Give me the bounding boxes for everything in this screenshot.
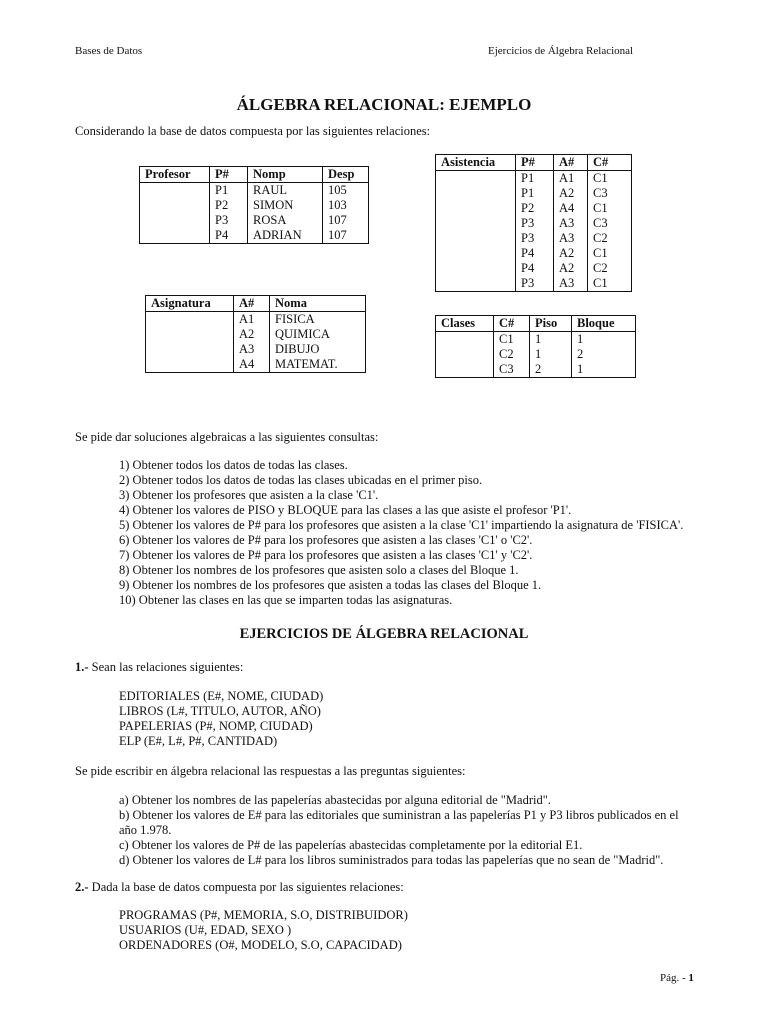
- asignatura-cell: FISICA: [270, 312, 366, 328]
- table-row: [436, 171, 632, 187]
- list-item: 9) Obtener los nombres de los profesores que asisten a todas las clases del Bloque 1.: [119, 578, 542, 592]
- list-item: c) Obtener los valores de P# de las papelerías abastecidas completamente por la editorial E1.: [119, 838, 583, 852]
- table-row: [436, 231, 632, 246]
- profesor-cell: 107: [323, 228, 369, 244]
- asistencia-cell: A3: [554, 231, 588, 246]
- list-item: ELP (E#, L#, P#, CANTIDAD): [119, 734, 278, 748]
- clases-cell: 1: [530, 332, 572, 348]
- table-row: [436, 186, 632, 201]
- asistencia-cell: P3: [516, 216, 554, 231]
- table-row: [436, 201, 632, 216]
- asistencia-cell: C3: [588, 186, 632, 201]
- profesor-cell: SIMON: [248, 198, 323, 213]
- asistencia-cell: [436, 186, 516, 201]
- asistencia-cell: C2: [588, 231, 632, 246]
- asignatura-cell: QUIMICA: [270, 327, 366, 342]
- list-item: ORDENADORES (O#, MODELO, S.O, CAPACIDAD): [119, 938, 402, 952]
- asignatura-header-cell: A#: [234, 296, 270, 312]
- asistencia-cell: [436, 171, 516, 187]
- profesor-cell: [140, 183, 210, 199]
- clases-cell: 1: [530, 347, 572, 362]
- consultas-intro: Se pide dar soluciones algebraicas a las siguientes consultas:: [75, 430, 379, 444]
- asignatura-header-cell: Asignatura: [146, 296, 234, 312]
- list-item: 8) Obtener los nombres de los profesores que asisten solo a clases del Bloque 1.: [119, 563, 519, 577]
- asistencia-cell: P4: [516, 261, 554, 276]
- asistencia-cell: P1: [516, 171, 554, 187]
- intro-text: Considerando la base de datos compuesta por las siguientes relaciones:: [75, 124, 431, 138]
- clases-cell: 1: [572, 332, 636, 348]
- asignatura-cell: A4: [234, 357, 270, 373]
- asistencia-cell: [436, 201, 516, 216]
- clases-header-cell: Bloque: [572, 316, 636, 332]
- ex2-intro: [75, 880, 404, 895]
- list-item: EDITORIALES (E#, NOME, CIUDAD): [119, 689, 324, 703]
- asistencia-cell: C1: [588, 276, 632, 292]
- list-item: b) Obtener los valores de E# para las editoriales que suministran a las papelerías P1 y P3 libros publicados en el: [119, 808, 679, 822]
- asistencia-header-cell: C#: [588, 155, 632, 171]
- asignatura-cell: A3: [234, 342, 270, 357]
- table-row: [436, 276, 632, 292]
- asignatura-cell: A1: [234, 312, 270, 328]
- list-item: LIBROS (L#, TITULO, AUTOR, AÑO): [119, 704, 321, 718]
- profesor-header-cell: Profesor: [140, 167, 210, 183]
- page-number: [660, 972, 694, 984]
- table-row: [140, 213, 369, 228]
- list-item: 7) Obtener los valores de P# para los profesores que asisten a las clases 'C1' y 'C2'.: [119, 548, 533, 562]
- asistencia-header-cell: Asistencia: [436, 155, 516, 171]
- table-row: [436, 347, 636, 362]
- profesor-cell: 103: [323, 198, 369, 213]
- asistencia-cell: C1: [588, 201, 632, 216]
- asistencia-cell: A1: [554, 171, 588, 187]
- ex2-relations: [119, 908, 408, 953]
- list-item: PAPELERIAS (P#, NOMP, CIUDAD): [119, 719, 313, 733]
- list-item: d) Obtener los valores de L# para los libros suministrados para todas las papelerías que no sean de "Madrid".: [119, 853, 664, 867]
- consultas-list: [119, 458, 683, 608]
- asistencia-cell: [436, 276, 516, 292]
- list-item: 5) Obtener los valores de P# para los profesores que asisten a la clase 'C1' impartiendo la asignatura de 'FISICA'.: [119, 518, 684, 532]
- profesor-cell: 105: [323, 183, 369, 199]
- list-item: 2) Obtener todos los datos de todas las clases ubicadas en el primer piso.: [119, 473, 483, 487]
- profesor-cell: P3: [210, 213, 248, 228]
- profesor-cell: [140, 213, 210, 228]
- profesor-header-cell: P#: [210, 167, 248, 183]
- page-title: ÁLGEBRA RELACIONAL: EJEMPLO: [236, 95, 532, 114]
- table-row: [146, 357, 366, 373]
- asistencia-cell: A2: [554, 246, 588, 261]
- asistencia-header-cell: A#: [554, 155, 588, 171]
- asignatura-header-cell: Noma: [270, 296, 366, 312]
- profesor-table: [139, 166, 369, 244]
- table-row: [140, 228, 369, 244]
- asistencia-cell: C1: [588, 246, 632, 261]
- list-item: 10) Obtener las clases en las que se imparten todas las asignaturas.: [119, 593, 453, 607]
- section2-title: EJERCICIOS DE ÁLGEBRA RELACIONAL: [239, 626, 529, 642]
- clases-header-cell: Piso: [530, 316, 572, 332]
- list-item: a) Obtener los nombres de las papelerías abastecidas por alguna editorial de "Madrid".: [119, 793, 551, 807]
- ex1-intro-text: Sean las relaciones siguientes:: [88, 660, 244, 674]
- asignatura-cell: A2: [234, 327, 270, 342]
- list-item: 6) Obtener los valores de P# para los profesores que asisten a las clases 'C1' o 'C2'.: [119, 533, 533, 547]
- ex1-questions: [119, 793, 679, 868]
- list-item: 4) Obtener los valores de PISO y BLOQUE para las clases a las que asiste el profesor 'P1'.: [119, 503, 572, 517]
- clases-cell: C3: [494, 362, 530, 378]
- table-row: [140, 198, 369, 213]
- ex1-intro: [75, 660, 243, 675]
- asignatura-cell: MATEMAT.: [270, 357, 366, 373]
- asistencia-cell: A3: [554, 216, 588, 231]
- profesor-cell: ADRIAN: [248, 228, 323, 244]
- list-item: año 1.978.: [119, 823, 172, 837]
- asistencia-cell: A4: [554, 201, 588, 216]
- list-item: PROGRAMAS (P#, MEMORIA, S.O, DISTRIBUIDOR): [119, 908, 408, 922]
- asistencia-cell: [436, 246, 516, 261]
- clases-cell: 2: [572, 347, 636, 362]
- asistencia-cell: P1: [516, 186, 554, 201]
- ex1-number: 1.-: [75, 660, 89, 674]
- profesor-cell: P2: [210, 198, 248, 213]
- ex1-relations: [119, 689, 323, 749]
- asistencia-cell: P2: [516, 201, 554, 216]
- asistencia-header-cell: P#: [516, 155, 554, 171]
- profesor-cell: 107: [323, 213, 369, 228]
- table-row: [436, 332, 636, 348]
- table-row: [436, 246, 632, 261]
- profesor-cell: P4: [210, 228, 248, 244]
- asistencia-table: [435, 154, 632, 292]
- asignatura-cell: [146, 327, 234, 342]
- clases-cell: [436, 332, 494, 348]
- asistencia-cell: [436, 261, 516, 276]
- clases-cell: [436, 362, 494, 378]
- clases-cell: 1: [572, 362, 636, 378]
- table-row: [146, 312, 366, 328]
- clases-cell: [436, 347, 494, 362]
- asistencia-cell: [436, 216, 516, 231]
- clases-table: [435, 315, 636, 378]
- asistencia-cell: C3: [588, 216, 632, 231]
- asignatura-table: [145, 295, 366, 373]
- asistencia-cell: A3: [554, 276, 588, 292]
- asistencia-cell: P3: [516, 276, 554, 292]
- asistencia-cell: A2: [554, 186, 588, 201]
- ex2-number: 2.-: [75, 880, 89, 894]
- table-row: [140, 183, 369, 199]
- table-row: [436, 362, 636, 378]
- asistencia-cell: C1: [588, 171, 632, 187]
- header-right: Ejercicios de Álgebra Relacional: [488, 45, 634, 57]
- header-left: Bases de Datos: [75, 45, 143, 57]
- asistencia-cell: [436, 231, 516, 246]
- table-row: [436, 261, 632, 276]
- asignatura-cell: DIBUJO: [270, 342, 366, 357]
- profesor-header-cell: Nomp: [248, 167, 323, 183]
- ex1-ask: Se pide escribir en álgebra relacional las respuestas a las preguntas siguientes:: [75, 764, 466, 778]
- profesor-cell: [140, 228, 210, 244]
- asistencia-cell: C2: [588, 261, 632, 276]
- asignatura-cell: [146, 357, 234, 373]
- asistencia-cell: A2: [554, 261, 588, 276]
- asistencia-cell: P4: [516, 246, 554, 261]
- table-row: [436, 216, 632, 231]
- clases-header-cell: Clases: [436, 316, 494, 332]
- asignatura-cell: [146, 342, 234, 357]
- page-label: Pág. -: [660, 972, 689, 984]
- asistencia-cell: P3: [516, 231, 554, 246]
- profesor-cell: ROSA: [248, 213, 323, 228]
- asignatura-cell: [146, 312, 234, 328]
- list-item: 3) Obtener los profesores que asisten a la clase 'C1'.: [119, 488, 379, 502]
- list-item: USUARIOS (U#, EDAD, SEXO ): [119, 923, 292, 937]
- ex2-intro-text: Dada la base de datos compuesta por las siguientes relaciones:: [88, 880, 404, 894]
- profesor-cell: [140, 198, 210, 213]
- page-num: 1: [688, 972, 694, 984]
- table-row: [146, 327, 366, 342]
- table-row: [146, 342, 366, 357]
- clases-cell: C1: [494, 332, 530, 348]
- clases-cell: C2: [494, 347, 530, 362]
- profesor-cell: P1: [210, 183, 248, 199]
- profesor-cell: RAUL: [248, 183, 323, 199]
- list-item: 1) Obtener todos los datos de todas las clases.: [119, 458, 348, 472]
- clases-header-cell: C#: [494, 316, 530, 332]
- clases-cell: 2: [530, 362, 572, 378]
- profesor-header-cell: Desp: [323, 167, 369, 183]
